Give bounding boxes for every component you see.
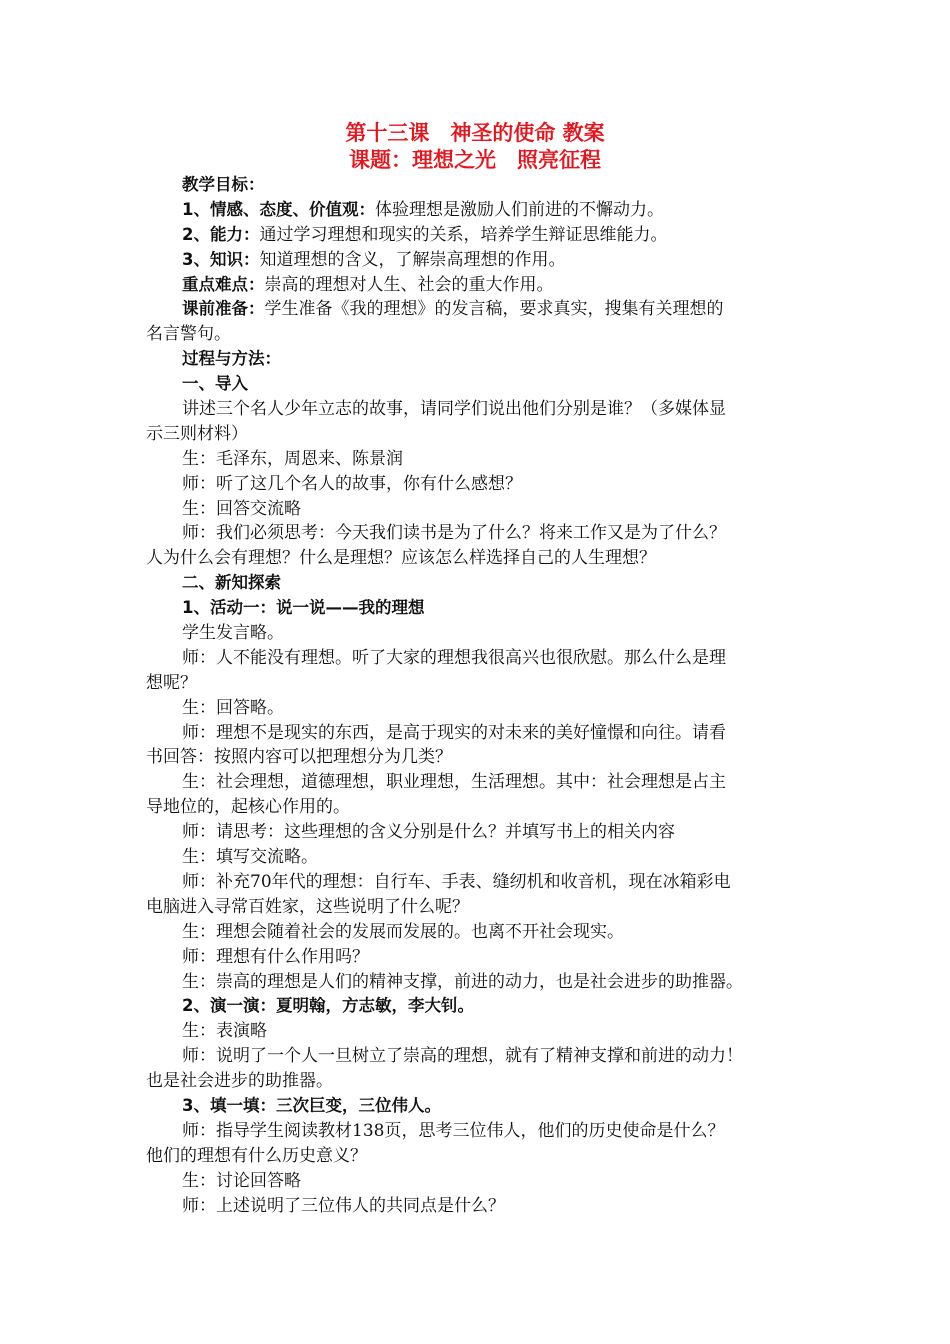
paragraph-line: 师：请思考：这些理想的含义分别是什么？并填写书上的相关内容 xyxy=(182,822,675,843)
paragraph-line: 师：理想有什么作用吗？ xyxy=(182,946,369,967)
paragraph-line: 生：填写交流略。 xyxy=(182,847,318,868)
paragraph-line: 师：我们必须思考：今天我们读书是为了什么？将来工作又是为了什么？ xyxy=(182,523,726,544)
paragraph-line: 生：回答略。 xyxy=(182,697,284,718)
paragraph-line: 人为什么会有理想？什么是理想？应该怎么样选择自己的人生理想？ xyxy=(146,548,656,569)
paragraph-line: 生：毛泽东，周恩来、陈景润 xyxy=(182,448,403,469)
paragraph-line: 也是社会进步的助推器。 xyxy=(146,1071,333,1092)
paragraph-line: 师：补充70年代的理想：自行车、手表、缝纫机和收音机，现在冰箱彩电 xyxy=(182,871,731,892)
paragraph-line: 师：上述说明了三位伟人的共同点是什么？ xyxy=(182,1195,505,1216)
objective-text: 通过学习理想和现实的关系，培养学生辩证思维能力。 xyxy=(259,224,668,245)
paragraph-line: 师：说明了一个人一旦树立了崇高的理想，就有了精神支撑和前进的动力！ xyxy=(182,1046,743,1067)
activity-title: 1、活动一：说一说——我的理想 xyxy=(182,598,425,618)
paragraph-line: 师：人不能没有理想。听了大家的理想我很高兴也很欣慰。那么什么是理 xyxy=(182,647,726,668)
section-title: 一、导入 xyxy=(182,374,248,394)
paragraph-line: 师：理想不是现实的东西，是高于现实的对未来的美好憧憬和向往。请看 xyxy=(182,722,726,743)
paragraph-line: 讲述三个名人少年立志的故事，请同学们说出他们分别是谁？（多媒体显 xyxy=(182,399,726,420)
lesson-subtitle: 课题：理想之光 照亮征程 xyxy=(349,148,601,172)
title-block xyxy=(0,120,950,174)
paragraph-line: 生：崇高的理想是人们的精神支撑，前进的动力，也是社会进步的助推器。 xyxy=(182,971,743,992)
objective-knowledge xyxy=(146,248,814,273)
paragraph-line: 导地位的，起核心作用的。 xyxy=(146,797,350,818)
focus-label: 重点难点： xyxy=(182,274,265,294)
focus-text: 崇高的理想对人生、社会的重大作用。 xyxy=(264,274,554,295)
activity-title: 2、演一演：夏明翰，方志敏，李大钊。 xyxy=(182,996,474,1016)
paragraph-line: 示三则材料） xyxy=(146,423,248,444)
objective-label: 2、能力： xyxy=(182,224,260,244)
section-title: 二、新知探索 xyxy=(182,573,281,593)
preparation xyxy=(146,297,814,322)
paragraph-line: 生：社会理想，道德理想，职业理想，生活理想。其中：社会理想是占主 xyxy=(182,772,726,793)
paragraph-line: 生：回答交流略 xyxy=(182,498,301,519)
paragraph-line: 师：听了这几个名人的故事，你有什么感想？ xyxy=(182,473,522,494)
paragraph-line: 学生发言略。 xyxy=(182,623,284,644)
paragraph-line: 电脑进入寻常百姓家，这些说明了什么呢？ xyxy=(146,896,469,917)
objectives-heading: 教学目标： xyxy=(182,175,265,194)
paragraph-line: 师：指导学生阅读教材138页，思考三位伟人，他们的历史使命是什么？ xyxy=(182,1120,725,1141)
paragraph-line: 生：表演略 xyxy=(182,1021,267,1042)
objective-emotion xyxy=(146,198,814,223)
lesson-title: 第十三课 神圣的使命 教案 xyxy=(345,121,605,145)
process-heading: 过程与方法： xyxy=(182,349,281,369)
activity-title: 3、填一填：三次巨变，三位伟人。 xyxy=(182,1095,441,1115)
objective-label: 1、情感、态度、价值观： xyxy=(182,199,375,219)
paragraph-line: 生：讨论回答略 xyxy=(182,1170,301,1191)
paragraph-line: 生：理想会随着社会的发展而发展的。也离不开社会现实。 xyxy=(182,921,624,942)
objective-ability xyxy=(146,223,814,248)
prep-label: 课前准备： xyxy=(182,299,265,319)
paragraph-line: 名言警句。 xyxy=(146,324,231,345)
prep-text: 学生准备《我的理想》的发言稿，要求真实，搜集有关理想的 xyxy=(264,299,724,320)
objective-text: 知道理想的含义，了解崇高理想的作用。 xyxy=(259,249,566,270)
paragraph-line: 想呢？ xyxy=(146,672,197,693)
document-body xyxy=(146,173,814,1218)
objective-text: 体验理想是激励人们前进的不懈动力。 xyxy=(374,199,664,220)
paragraph-line: 书回答：按照内容可以把理想分为几类？ xyxy=(146,747,452,768)
paragraph-line: 他们的理想有什么历史意义？ xyxy=(146,1145,367,1166)
focus-points xyxy=(146,273,814,298)
objective-label: 3、知识： xyxy=(182,249,260,269)
